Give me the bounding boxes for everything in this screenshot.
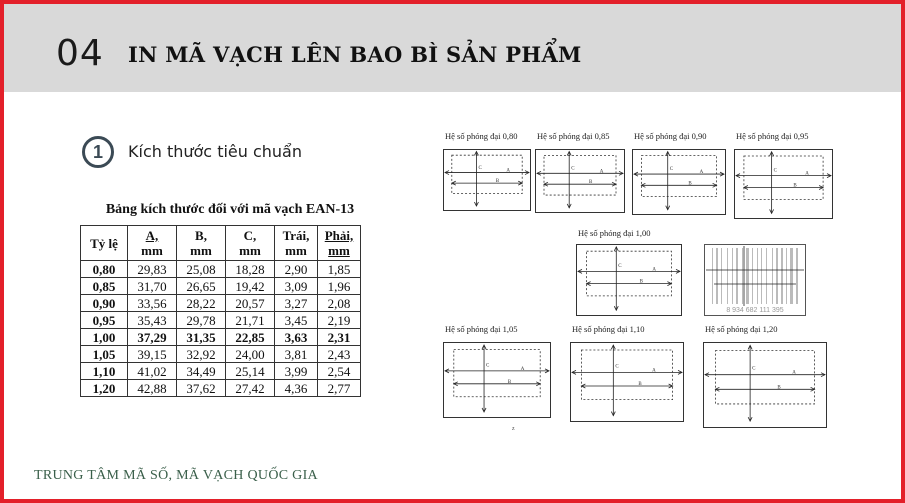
barcode-sample — [704, 244, 806, 316]
page-title: IN MÃ VẠCH LÊN BAO BÌ SẢN PHẨM — [128, 42, 582, 67]
diagram-scale-105 — [443, 324, 551, 420]
barcode-bar — [790, 248, 793, 304]
barcode-bar — [786, 248, 787, 304]
barcode-bar — [746, 248, 749, 304]
cell-b: 26,65 — [177, 278, 226, 295]
cell-b: 25,08 — [177, 261, 226, 278]
diagram-scale-080 — [443, 131, 531, 211]
cell-left: 3,99 — [275, 363, 318, 380]
dimension-letter-a: A — [506, 168, 510, 174]
cell-a: 39,15 — [128, 346, 177, 363]
cell-c: 18,28 — [226, 261, 275, 278]
barcode-bar — [757, 248, 758, 304]
barcode-bar — [721, 248, 722, 304]
cell-left: 3,27 — [275, 295, 318, 312]
outer-frame — [735, 150, 833, 219]
cell-b: 34,49 — [177, 363, 226, 380]
table-header-row — [81, 226, 361, 261]
dimension-letter-a: A — [699, 170, 704, 176]
table-row — [81, 312, 361, 329]
dimension-letter-c: C — [752, 366, 756, 372]
table-row-standard — [81, 329, 361, 346]
barcode-dimension-diagram — [535, 149, 625, 213]
outer-frame — [633, 150, 726, 215]
cell-left: 3,09 — [275, 278, 318, 295]
diagram-label: Hệ số phóng đại 1,20 — [705, 324, 778, 334]
cell-ratio: 0,95 — [81, 312, 128, 329]
diagram-scale-090 — [632, 131, 726, 217]
barcode-dimension-diagram — [443, 342, 551, 418]
col-header-b — [177, 226, 226, 261]
diagram-label: Hệ số phóng đại 1,00 — [578, 228, 651, 238]
cell-c: 22,85 — [226, 329, 275, 346]
diagram-scale-110 — [570, 324, 684, 424]
dimension-letter-c: C — [571, 166, 575, 172]
cell-b: 31,35 — [177, 329, 226, 346]
cell-c: 21,71 — [226, 312, 275, 329]
subsection-label: Kích thước tiêu chuẩn — [128, 142, 302, 161]
dimension-letter-c: C — [478, 165, 482, 171]
diagram-scale-085 — [535, 131, 625, 215]
section-number: 04 — [56, 33, 104, 74]
cell-a: 33,56 — [128, 295, 177, 312]
cell-a: 35,43 — [128, 312, 177, 329]
barcode-dimension-diagram — [632, 149, 726, 215]
dimension-letter-c: C — [773, 168, 777, 174]
barcode-dimension-diagram — [576, 244, 682, 316]
diagram-label: Hệ số phóng đại 0,85 — [537, 131, 610, 141]
dimension-letter-a: A — [792, 370, 796, 376]
col-header-c — [226, 226, 275, 261]
barcode-dimension-diagram — [734, 149, 833, 219]
dimension-letter-b: B — [793, 183, 797, 189]
cell-a: 29,83 — [128, 261, 177, 278]
cell-left: 3,63 — [275, 329, 318, 346]
table-row — [81, 380, 361, 397]
barcode-dimension-diagram — [703, 342, 827, 428]
dimension-letter-b: B — [507, 379, 512, 385]
dimension-letter-b: B — [495, 179, 500, 185]
barcode-bar — [766, 248, 767, 304]
outer-frame — [577, 245, 682, 316]
barcode-bar — [772, 248, 773, 304]
outer-frame — [571, 343, 684, 422]
diagram-label: Hệ số phóng đại 0,95 — [736, 131, 809, 141]
cell-a: 41,02 — [128, 363, 177, 380]
diagram-scale-120 — [703, 324, 827, 430]
cell-left: 3,45 — [275, 312, 318, 329]
col-header-right — [318, 226, 361, 261]
dimension-letter-b: B — [688, 181, 692, 187]
footer-organization: TRUNG TÂM MÃ SỐ, MÃ VẠCH QUỐC GIA — [34, 468, 318, 483]
col-header-left — [275, 226, 318, 261]
dimension-letter-a: A — [805, 171, 809, 177]
cell-right: 2,19 — [318, 312, 361, 329]
barcode-bar — [742, 248, 743, 304]
table-row — [81, 363, 361, 380]
cell-left: 3,81 — [275, 346, 318, 363]
ean13-size-table — [80, 225, 361, 397]
barcode-dimension-diagram — [443, 149, 531, 211]
barcode-bar — [732, 248, 733, 304]
diagram-label: Hệ số phóng đại 1,10 — [572, 324, 645, 334]
header-bar — [4, 4, 901, 92]
cell-right: 2,54 — [318, 363, 361, 380]
barcode-bar — [727, 248, 728, 304]
dimension-letter-b: B — [638, 382, 642, 387]
outer-frame — [536, 150, 625, 213]
barcode-bar — [712, 248, 713, 304]
cell-right: 2,31 — [318, 329, 361, 346]
col-header-a — [128, 226, 177, 261]
header-text: A, — [145, 228, 159, 243]
cell-right: 1,85 — [318, 261, 361, 278]
dimension-letter-c: C — [486, 363, 490, 369]
header-unit: mm — [190, 243, 212, 258]
cell-ratio: 1,00 — [81, 329, 128, 346]
header-text: C, — [243, 228, 257, 243]
dimension-letter-a: A — [652, 368, 656, 374]
cell-a: 42,88 — [128, 380, 177, 397]
dimension-letter-c: C — [669, 167, 674, 173]
cell-right: 1,96 — [318, 278, 361, 295]
dimension-letter-b: B — [639, 279, 643, 285]
barcode-bar — [761, 248, 762, 304]
cell-a: 37,29 — [128, 329, 177, 346]
cell-left: 2,90 — [275, 261, 318, 278]
cell-right: 2,43 — [318, 346, 361, 363]
table-row — [81, 261, 361, 278]
cell-b: 37,62 — [177, 380, 226, 397]
diagram-scale-095 — [734, 131, 833, 221]
cell-b: 28,22 — [177, 295, 226, 312]
barcode-bar — [736, 248, 738, 304]
table-row — [81, 295, 361, 312]
dimension-letter-b: B — [777, 385, 781, 391]
header-text: Trái, — [282, 228, 310, 243]
col-header-ratio — [81, 226, 128, 261]
header-unit: mm — [328, 243, 350, 258]
barcode-bar — [716, 248, 718, 304]
outer-frame — [444, 150, 531, 211]
cell-ratio: 0,85 — [81, 278, 128, 295]
cell-b: 29,78 — [177, 312, 226, 329]
diagram-scale-100 — [576, 228, 682, 318]
cell-c: 24,00 — [226, 346, 275, 363]
cell-left: 4,36 — [275, 380, 318, 397]
diagram-label: Hệ số phóng đại 0,90 — [634, 131, 707, 141]
header-text: Phải, — [324, 228, 354, 243]
cell-ratio: 0,90 — [81, 295, 128, 312]
barcode-bar — [781, 248, 783, 304]
diagram-label: Hệ số phóng đại 1,05 — [445, 324, 518, 334]
cell-a: 31,70 — [128, 278, 177, 295]
table-row — [81, 278, 361, 295]
cell-b: 32,92 — [177, 346, 226, 363]
cell-right: 2,77 — [318, 380, 361, 397]
cell-right: 2,08 — [318, 295, 361, 312]
barcode-digits: 8 934 682 111 395 — [726, 307, 784, 314]
cell-ratio: 1,05 — [81, 346, 128, 363]
header-unit: mm — [239, 243, 261, 258]
barcode-bar — [776, 248, 778, 304]
table-caption: Bảng kích thước đối với mã vạch EAN-13 — [105, 202, 355, 217]
cell-c: 19,42 — [226, 278, 275, 295]
cell-ratio: 1,20 — [81, 380, 128, 397]
cell-c: 27,42 — [226, 380, 275, 397]
header-unit: mm — [285, 243, 307, 258]
dimension-letter-a: A — [520, 366, 525, 372]
dimension-letter-c: C — [615, 364, 619, 370]
cell-c: 25,14 — [226, 363, 275, 380]
dimension-letter-a: A — [652, 267, 656, 273]
cell-ratio: 1,10 — [81, 363, 128, 380]
stray-mark: z — [512, 426, 515, 432]
barcode-dimension-diagram — [570, 342, 684, 422]
barcode-bar — [796, 248, 798, 304]
barcode-bar — [752, 248, 753, 304]
diagram-label: Hệ số phóng đại 0,80 — [445, 131, 518, 141]
header-unit: mm — [141, 243, 163, 258]
dimension-letter-c: C — [618, 264, 622, 270]
dimension-letter-a: A — [599, 169, 604, 175]
header-text: B, — [195, 228, 207, 243]
cell-ratio: 0,80 — [81, 261, 128, 278]
header-text: Tỷ lệ — [90, 235, 118, 251]
dimension-letter-b: B — [589, 180, 593, 186]
cell-c: 20,57 — [226, 295, 275, 312]
outer-frame — [444, 343, 551, 418]
barcode-image — [704, 244, 806, 316]
outer-frame — [704, 343, 827, 428]
table-row — [81, 346, 361, 363]
number-circle-icon: 1 — [82, 136, 114, 168]
